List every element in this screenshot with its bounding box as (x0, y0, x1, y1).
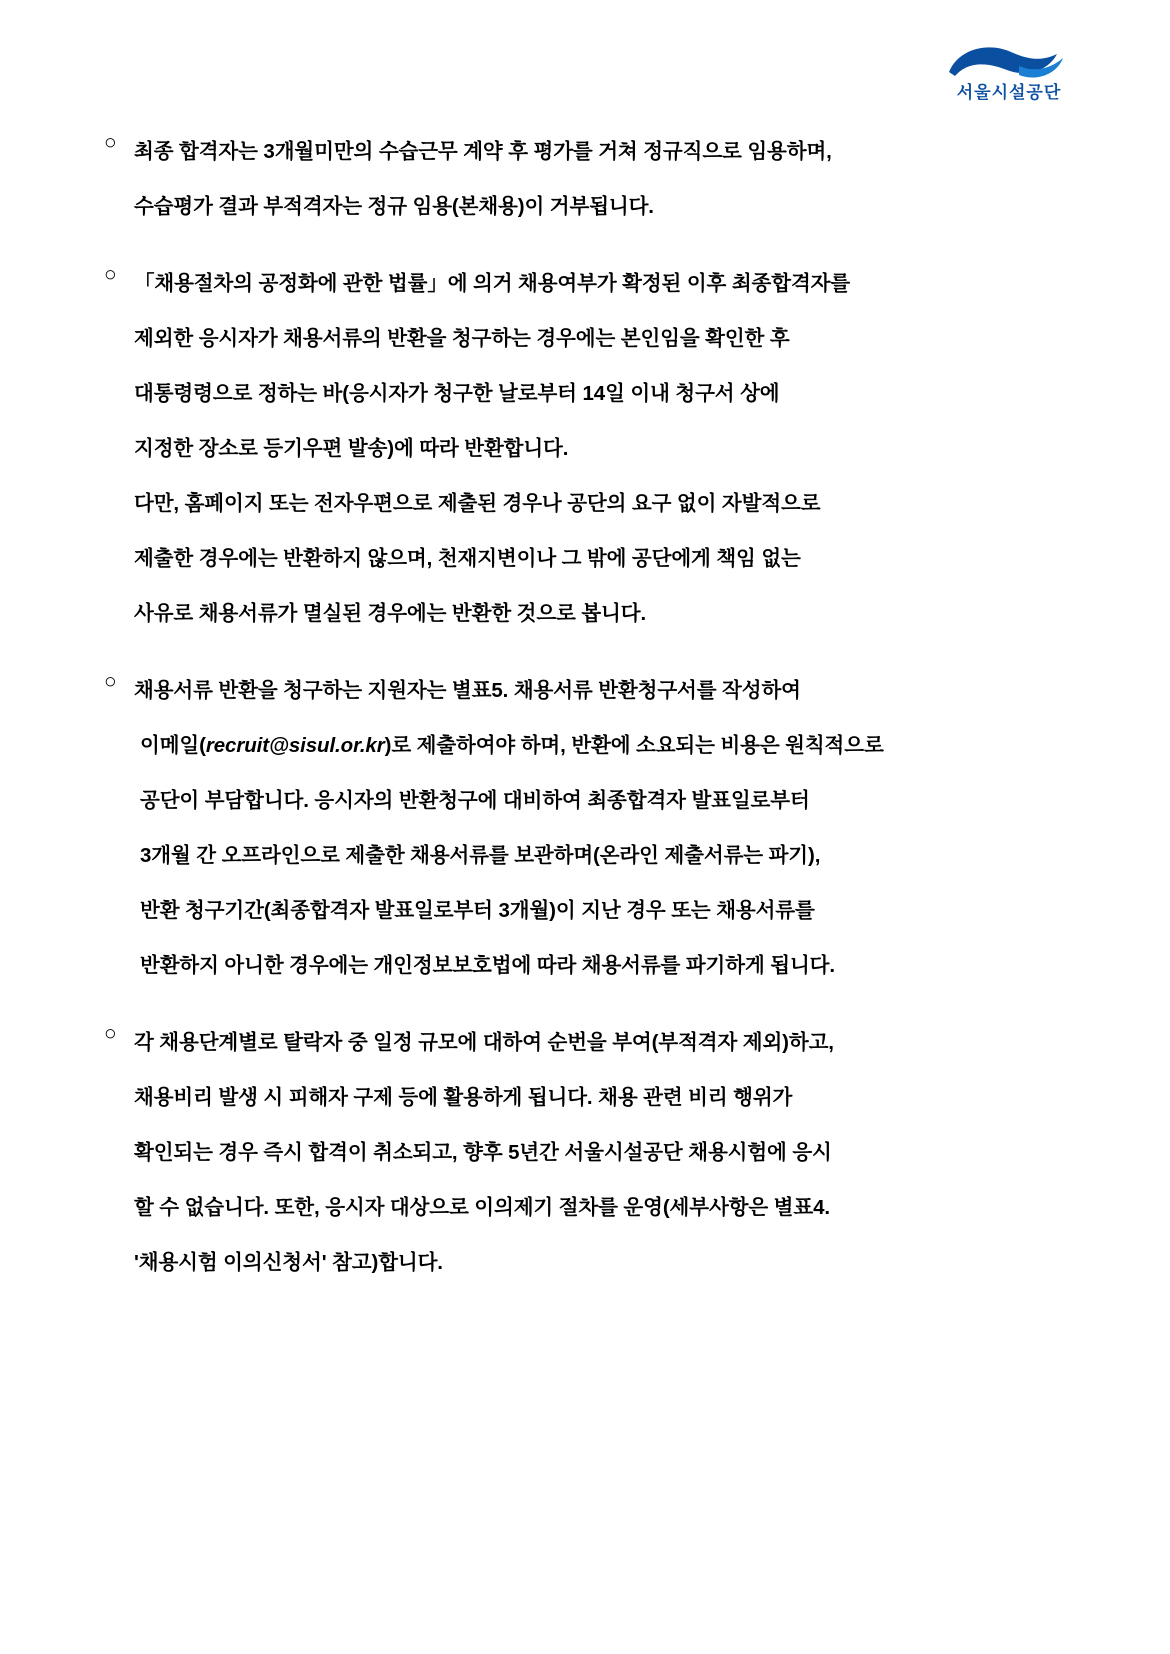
list-item (104, 1015, 1034, 1290)
paragraph-line: 다만, 홈페이지 또는 전자우편으로 제출된 경우나 공단의 요구 없이 자발적으로 (134, 492, 821, 515)
paragraph-line: 제외한 응시자가 채용서류의 반환을 청구하는 경우에는 본인임을 확인한 후 (134, 327, 790, 350)
paragraph-line: 대통령령으로 정하는 바(응시자가 청구한 날로부터 14일 이내 청구서 상에 (134, 382, 780, 405)
paragraph-line: 이메일(recruit@sisul.or.kr)로 제출하여야 하며, 반환에 소요되는 비용은 원칙적으로 (140, 734, 884, 757)
paragraph-line: 반환하지 아니한 경우에는 개인정보보호법에 따라 채용서류를 파기하게 됩니다. (140, 954, 835, 977)
paragraph-line: 최종 합격자는 3개월미만의 수습근무 계약 후 평가를 거쳐 정규직으로 임용하며, (134, 140, 832, 163)
paragraph-line: 「채용절차의 공정화에 관한 법률」에 의거 채용여부가 확정된 이후 최종합격자를 (134, 272, 851, 295)
bullet-marker: ○ (104, 263, 117, 286)
list-item (104, 663, 1034, 993)
document-body (104, 124, 1034, 1290)
paragraph-line: 3개월 간 오프라인으로 제출한 채용서류를 보관하며(온라인 제출서류는 파기), (140, 844, 821, 867)
list-item-text (134, 663, 1034, 993)
list-item-text (134, 1015, 1034, 1290)
paragraph-line: 반환 청구기간(최종합격자 발표일로부터 3개월)이 지난 경우 또는 채용서류를 (140, 899, 815, 922)
bullet-marker: ○ (104, 131, 117, 154)
list-item (104, 256, 1034, 641)
bullet-marker: ○ (104, 670, 117, 693)
email-address: recruit@sisul.or.kr (205, 734, 385, 757)
paragraph-line: 채용서류 반환을 청구하는 지원자는 별표5. 채용서류 반환청구서를 작성하여 (134, 679, 801, 702)
paragraph-line: 수습평가 결과 부적격자는 정규 임용(본채용)이 거부됩니다. (134, 195, 654, 218)
paragraph-line: 각 채용단계별로 탈락자 중 일정 규모에 대하여 순번을 부여(부적격자 제외)하고, (134, 1031, 834, 1054)
paragraph-line: 할 수 없습니다. 또한, 응시자 대상으로 이의제기 절차를 운영(세부사항은 별표4. (134, 1196, 830, 1219)
paragraph-line: '채용시험 이의신청서' 참고)합니다. (134, 1251, 443, 1274)
swoosh-icon (945, 42, 1073, 82)
logo-text: 서울시설공단 (956, 83, 1062, 102)
list-item-text (134, 256, 1034, 641)
paragraph-line: 제출한 경우에는 반환하지 않으며, 천재지변이나 그 밖에 공단에게 책임 없는 (134, 547, 801, 570)
list-item-text (134, 124, 1034, 234)
paragraph-line: 공단이 부담합니다. 응시자의 반환청구에 대비하여 최종합격자 발표일로부터 (140, 789, 810, 812)
paragraph-line: 사유로 채용서류가 멸실된 경우에는 반환한 것으로 봅니다. (134, 602, 647, 625)
paragraph-line: 지정한 장소로 등기우편 발송)에 따라 반환합니다. (134, 437, 569, 460)
bullet-marker: ○ (104, 1022, 117, 1045)
list-item (104, 124, 1034, 234)
paragraph-line: 확인되는 경우 즉시 합격이 취소되고, 향후 5년간 서울시설공단 채용시험에 응시 (134, 1141, 832, 1164)
organization-logo (934, 42, 1084, 103)
paragraph-line: 채용비리 발생 시 피해자 구제 등에 활용하게 됩니다. 채용 관련 비리 행위가 (134, 1086, 793, 1109)
